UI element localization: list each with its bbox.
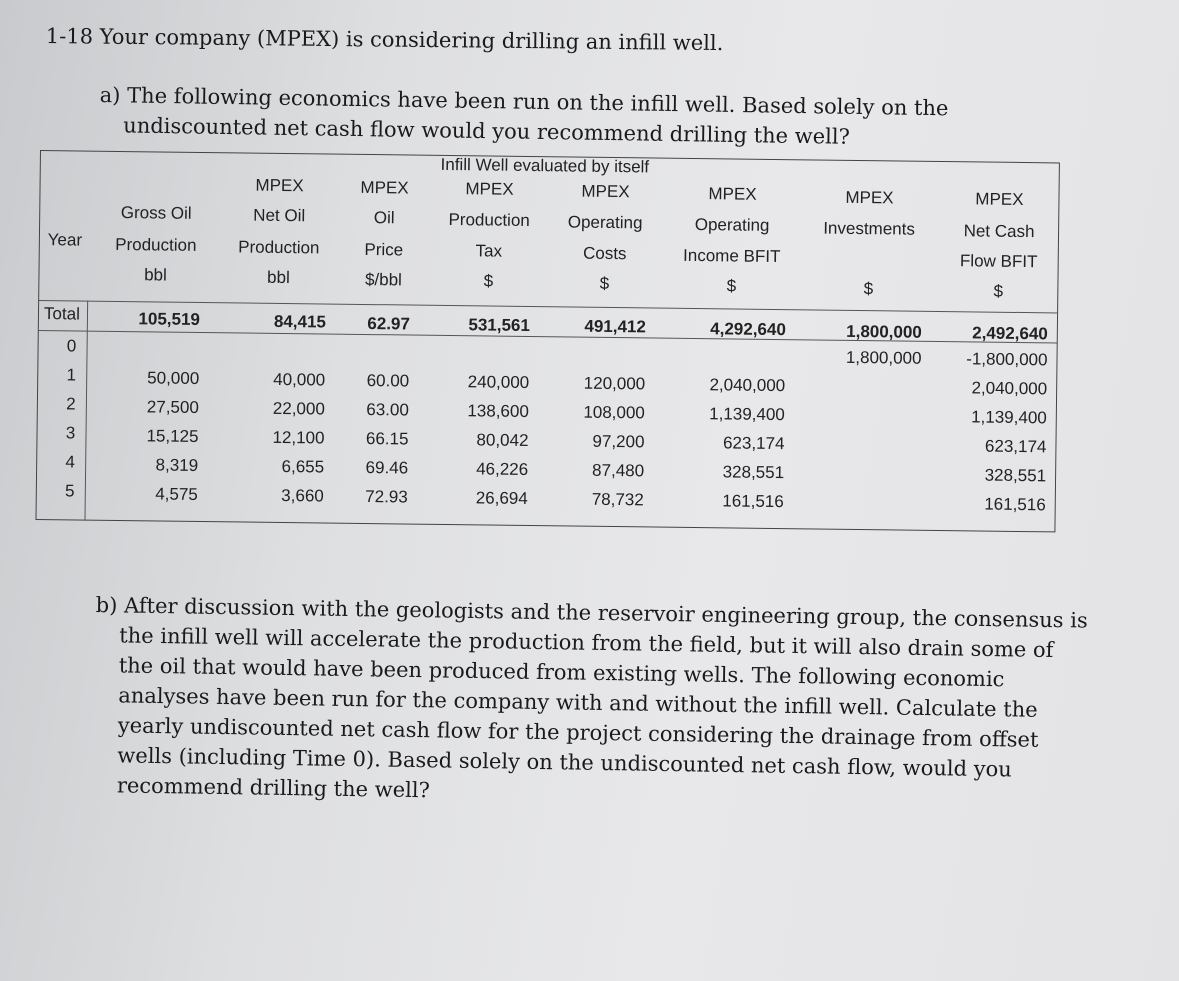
cell-net-oil: 12,100 xyxy=(272,427,325,448)
cell-tax: 46,226 xyxy=(476,459,529,479)
cell-cashflow: 161,516 xyxy=(984,494,1046,515)
header-costs-unit: $ xyxy=(599,273,610,293)
header-tax: MPEX xyxy=(465,179,514,199)
cell-costs: 78,732 xyxy=(591,489,644,510)
cell-net-oil: 40,000 xyxy=(273,369,326,390)
header-tax: Tax xyxy=(475,241,503,261)
part-a-line: undiscounted net cash flow would you recommend drilling the well? xyxy=(123,113,851,149)
cell-gross-oil: 8,319 xyxy=(155,455,199,475)
total-investments: 1,800,000 xyxy=(846,321,922,342)
total-label: Total xyxy=(43,304,81,324)
table-title: Infill Well evaluated by itself xyxy=(440,154,650,177)
part-a-text xyxy=(99,80,949,153)
part-b-line: the oil that would have been produced from existing wells. The following economic xyxy=(118,653,1005,692)
cell-price: 60.00 xyxy=(366,371,410,391)
header-gross-oil-unit: bbl xyxy=(144,265,167,285)
header-income: MPEX xyxy=(708,184,757,204)
cell-gross-oil: 15,125 xyxy=(146,426,199,446)
cell-costs: 108,000 xyxy=(583,402,645,423)
cell-cashflow: 2,040,000 xyxy=(971,378,1048,399)
cell-price: 72.93 xyxy=(365,487,408,507)
cell-costs: 120,000 xyxy=(583,373,646,394)
part-b-text xyxy=(93,590,1088,816)
header-cashflow: Flow BFIT xyxy=(959,251,1038,272)
economics-table xyxy=(35,150,1059,532)
total-income: 4,292,640 xyxy=(710,319,786,340)
header-costs: Costs xyxy=(582,243,627,264)
question-title: 1-18 Your company (MPEX) is considering drilling an infill well. xyxy=(45,24,724,56)
header-net-oil: Production xyxy=(238,237,320,258)
header-price: Price xyxy=(364,239,404,260)
cell-costs: 87,480 xyxy=(592,460,645,481)
header-net-oil: MPEX xyxy=(255,175,304,196)
header-tax-unit: $ xyxy=(483,271,494,291)
header-investments: MPEX xyxy=(845,187,894,208)
header-year: Year xyxy=(47,230,83,250)
cell-income: 328,551 xyxy=(722,462,785,483)
header-gross-oil: Gross Oil xyxy=(120,202,192,223)
cell-year: 0 xyxy=(66,336,77,356)
cell-income: 1,139,400 xyxy=(709,404,785,425)
cell-income: 161,516 xyxy=(722,491,784,512)
part-a-line: a) The following economics have been run on the infill well. Based solely on the xyxy=(99,82,949,121)
cell-year: 4 xyxy=(65,452,76,472)
header-costs: Operating xyxy=(567,212,643,233)
part-b-line: the infill well will accelerate the production from the field, but it will also drain some of xyxy=(119,623,1054,663)
total-price: 62.97 xyxy=(367,314,411,334)
header-tax: Production xyxy=(448,209,530,230)
cell-tax: 80,042 xyxy=(476,430,529,450)
header-investments-unit: $ xyxy=(863,279,874,299)
header-investments: Investments xyxy=(823,218,916,239)
cell-tax: 138,600 xyxy=(467,401,529,421)
header-gross-oil: Production xyxy=(115,234,197,255)
cell-costs: 97,200 xyxy=(592,431,645,452)
total-cashflow: 2,492,640 xyxy=(972,323,1048,344)
cell-year: 3 xyxy=(65,423,76,443)
part-b-line: b) After discussion with the geologists and the reservoir engineering group, the consensus is xyxy=(95,592,1088,633)
cell-year: 2 xyxy=(66,394,76,414)
header-price: MPEX xyxy=(360,177,409,198)
part-b-line: analyses have been run for the company with and without the infill well. Calculate the xyxy=(118,683,1038,722)
header-net-oil: Net Oil xyxy=(253,205,306,226)
total-costs: 491,412 xyxy=(584,316,646,337)
header-cashflow: MPEX xyxy=(975,189,1024,210)
cell-cashflow: -1,800,000 xyxy=(966,349,1048,370)
cell-cashflow: 1,139,400 xyxy=(971,407,1047,428)
total-gross-oil: 105,519 xyxy=(138,309,201,329)
cell-net-oil: 3,660 xyxy=(281,485,324,506)
cell-gross-oil: 50,000 xyxy=(147,368,200,388)
cell-price: 66.15 xyxy=(365,429,409,449)
header-price: Oil xyxy=(373,208,395,228)
cell-gross-oil: 27,500 xyxy=(146,397,199,417)
part-b-line: wells (including Time 0). Based solely on the undiscounted net cash flow, would you xyxy=(117,743,1012,782)
cell-income: 2,040,000 xyxy=(709,375,786,396)
cell-gross-oil: 4,575 xyxy=(155,484,198,504)
cell-net-oil: 6,655 xyxy=(281,456,325,477)
cell-income: 623,174 xyxy=(722,433,785,454)
header-cashflow: Net Cash xyxy=(963,221,1035,242)
cell-price: 69.46 xyxy=(365,458,409,478)
cell-year: 1 xyxy=(66,365,77,385)
cell-price: 63.00 xyxy=(366,400,409,420)
header-income: Operating xyxy=(694,215,770,235)
cell-year: 5 xyxy=(64,481,75,501)
header-costs: MPEX xyxy=(581,181,630,202)
header-price-unit: $/bbl xyxy=(364,269,402,290)
part-b-line: recommend drilling the well? xyxy=(116,773,431,803)
cell-tax: 240,000 xyxy=(467,372,530,392)
total-net-oil: 84,415 xyxy=(273,311,327,332)
cell-cashflow: 623,174 xyxy=(984,436,1047,457)
header-cashflow-unit: $ xyxy=(993,281,1004,301)
total-tax: 531,561 xyxy=(468,315,531,335)
cell-cashflow: 328,551 xyxy=(984,465,1047,486)
header-net-oil-unit: bbl xyxy=(267,267,290,288)
cell-net-oil: 22,000 xyxy=(272,398,325,419)
part-b-line: yearly undiscounted net cash flow for the project considering the drainage from offset xyxy=(117,713,1039,752)
header-income: Income BFIT xyxy=(682,245,781,267)
header-income-unit: $ xyxy=(726,276,737,296)
cell-investments: 1,800,000 xyxy=(845,347,922,368)
cell-tax: 26,694 xyxy=(475,488,528,508)
